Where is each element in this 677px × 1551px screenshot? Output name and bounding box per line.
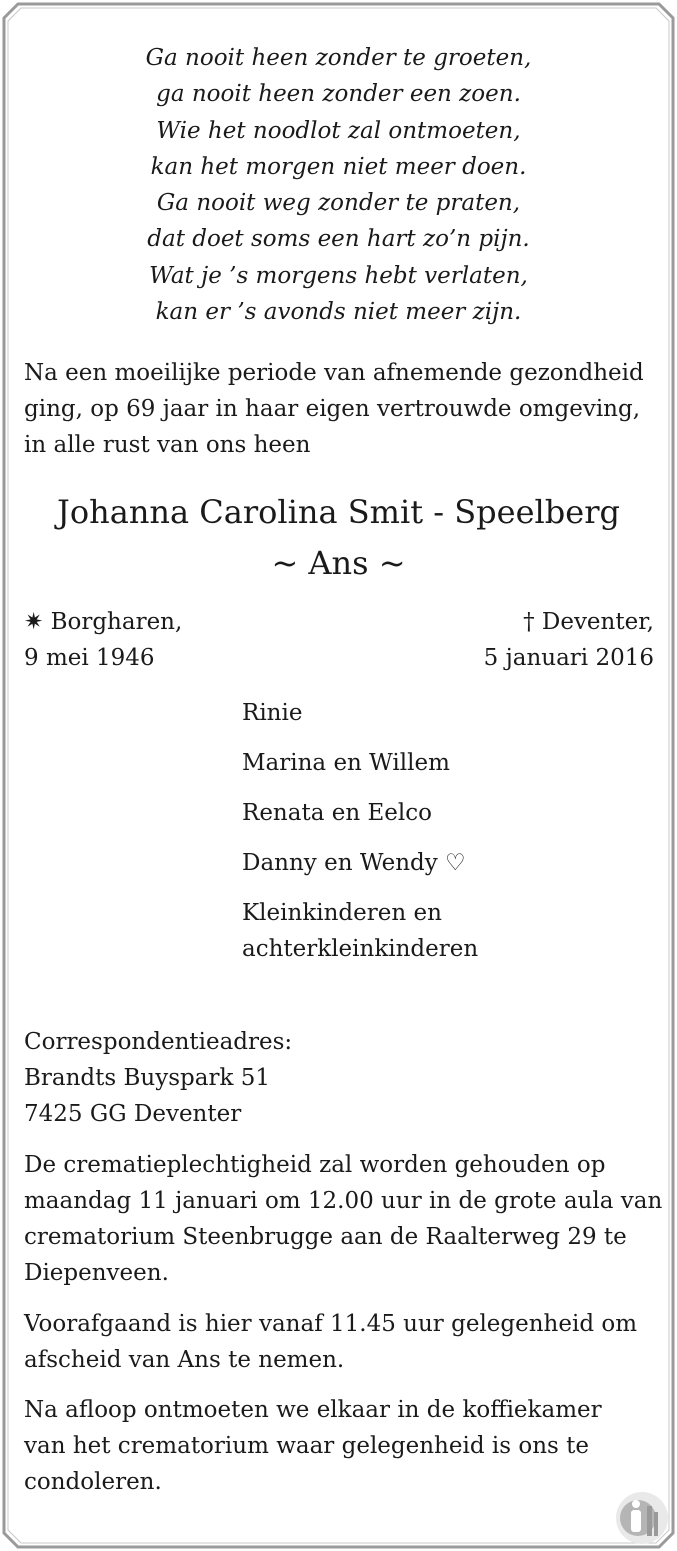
deceased-name: Johanna Carolina Smit - Speelberg [57, 493, 620, 531]
family-member: Danny en Wendy ♡ [242, 850, 466, 876]
family-list [242, 695, 478, 981]
condolence-line: van het crematorium waar gelegenheid is ons te [24, 1433, 589, 1459]
deceased-nickname: ~ Ans ~ [271, 544, 406, 582]
ceremony-line: De crematieplechtigheid zal worden gehouden op [24, 1152, 606, 1178]
family-line: achterkleinkinderen [242, 936, 479, 962]
condolence-line: condoleren. [24, 1469, 162, 1495]
death-date: 5 januari 2016 [483, 645, 654, 671]
death-info [484, 604, 654, 676]
family-member: Renata en Eelco [242, 800, 432, 826]
intro-line: Na een moeilijke periode van afnemende gezondheid [24, 360, 644, 386]
poem-line: dat doet soms een hart zo’n pijn. [147, 226, 530, 253]
ceremony-line: maandag 11 januari om 12.00 uur in de grote aula van [24, 1188, 663, 1214]
poem-line: kan er ’s avonds niet meer zijn. [155, 299, 522, 326]
intro-text [24, 355, 664, 463]
birth-date: 9 mei 1946 [24, 645, 155, 671]
family-member: Marina en Willem [242, 750, 450, 776]
poem-line: kan het morgen niet meer doen. [150, 153, 527, 180]
family-line: Kleinkinderen en [242, 900, 442, 926]
address-label: Correspondentieadres: [24, 1029, 293, 1055]
poem [0, 40, 677, 330]
poem-line: Wat je ’s morgens hebt verlaten, [149, 262, 528, 289]
family-member: Rinie [242, 700, 303, 726]
publisher-logo-icon [614, 1490, 670, 1546]
intro-line: in alle rust van ons heen [24, 432, 311, 458]
death-place: † Deventer, [523, 609, 654, 635]
condolence-paragraph [24, 1392, 662, 1500]
correspondence-address [24, 1024, 292, 1132]
farewell-paragraph [24, 1306, 662, 1378]
address-street: Brandts Buyspark 51 [24, 1065, 270, 1091]
birth-info [24, 604, 182, 676]
birth-place: ✷ Borgharen, [24, 609, 183, 635]
farewell-line: afscheid van Ans te nemen. [24, 1347, 345, 1373]
family-member-grandchildren [242, 895, 478, 967]
intro-line: ging, op 69 jaar in haar eigen vertrouwde omgeving, [24, 396, 641, 422]
farewell-line: Voorafgaand is hier vanaf 11.45 uur gelegenheid om [24, 1311, 638, 1337]
condolence-line: Na afloop ontmoeten we elkaar in de koffiekamer [24, 1397, 602, 1423]
poem-line: Ga nooit weg zonder te praten, [156, 190, 521, 217]
poem-line: Ga nooit heen zonder te groeten, [145, 45, 532, 71]
ceremony-line: Diepenveen. [24, 1260, 169, 1286]
poem-line: Wie het noodlot zal ontmoeten, [156, 117, 521, 144]
ceremony-paragraph [24, 1147, 662, 1291]
address-city: 7425 GG Deventer [24, 1101, 242, 1127]
ceremony-line: crematorium Steenbrugge aan de Raalterweg 29 te [24, 1224, 627, 1250]
poem-line: ga nooit heen zonder een zoen. [156, 81, 521, 108]
